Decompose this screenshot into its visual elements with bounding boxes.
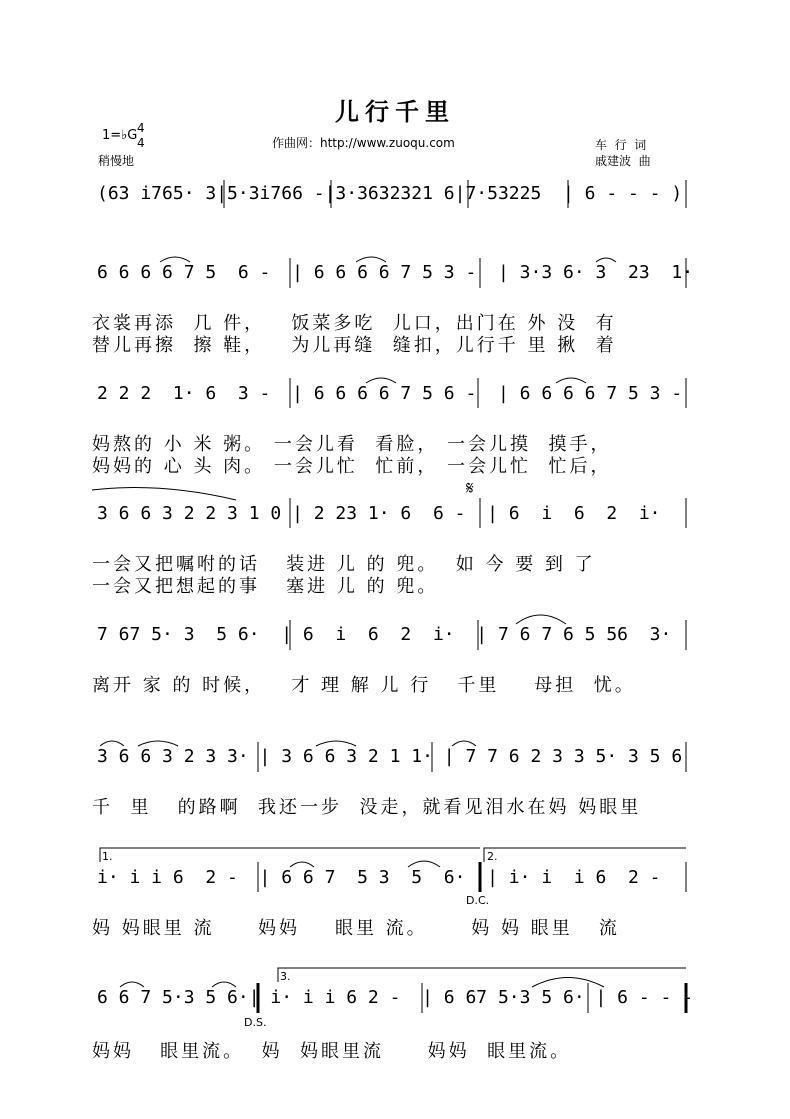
volta-1-label: 1. [102,850,113,863]
lyricist-credit: 车 行 词 [595,138,647,152]
slur [290,862,314,867]
volta-1-bracket [100,848,480,862]
key-label: 1=♭G [102,128,138,143]
system-7-notes: i· i i 6 2 - | 6 6 7 5 3 5 6· | i· i i 6 2 - [97,867,661,888]
slur [366,378,396,383]
system-5-notes: 7 67 5· 3 5 6· | 6 i 6 2 i· | 7 6 7 6 5 56 3· [97,624,672,645]
system-8-notes: 6 6 7 5·3 5 6·| i· i i 6 2 - | 6 67 5·3 5 6· | 6 - - - [97,987,694,1008]
system-3-lyrics-1: 妈熬的 小 米 粥。 一会儿看 看脸， 一会儿摸 摸手， [92,434,612,455]
slur [356,257,386,262]
system-2-lyrics-2: 替儿再擦 擦 鞋， 为儿再缝 缝扣，儿行千 里 揪 着 [92,335,617,356]
system-3-lyrics-2: 妈妈的 心 头 肉。 一会儿忙 忙前， 一会儿忙 忙后， [92,456,612,477]
slur [596,258,616,262]
slur [100,741,124,746]
tempo-marking: 稍慢地 [98,154,135,168]
slur [532,978,604,988]
source-line: 作曲网：http://www.zuoqu.com [272,136,455,150]
ds-mark: D.S. [244,1016,267,1029]
volta-3-bracket [278,968,686,982]
slur [516,615,566,624]
slur [138,741,178,746]
system-4-lyrics-1: 一会又把嘱咐的话 装进 儿 的 兜。 如 今 要 到 了 [92,554,596,575]
composer-credit: 戚建波 曲 [595,154,651,168]
slur [556,378,586,383]
volta-2-bracket [484,848,686,862]
system-2-lyrics-1: 衣裳再添 几 件， 饭菜多吃 儿口，出门在 外 没 有 [92,313,617,334]
slur [120,982,144,987]
song-title: 儿行千里 [335,97,455,126]
slur [452,741,476,746]
system-1-notes: (63 i765· 3|5·3i766 -|3·3632321 6|7·53225 | 6 - - - ) [97,183,683,204]
time-sig-top: 4 [137,121,145,135]
slur [160,257,190,262]
system-5-lyrics-1: 离开 家 的 时候， 才 理 解 儿 行 千里 母担 忧。 [92,675,636,696]
volta-2-label: 2. [487,850,498,863]
system-3-notes: 2 2 2 1· 6 3 - | 6 6 6 6 7 5 6 - | 6 6 6 6 7 5 3 - [97,383,683,404]
system-4-notes: 3 6 6 3 2 2 3 1 0 | 2 23 1· 6 6 - | 6 i 6 2 i· [97,503,661,524]
system-6-notes: 3 6 6 3 2 3 3· | 3 6 6 3 2 1 1· | 7 7 6 2 3 3 5· 3 5 6 [97,746,683,767]
slur-long [92,488,236,500]
system-8-lyrics-1: 妈妈 眼里流。 妈 妈眼里流 妈妈 眼里流。 [92,1041,572,1062]
volta-3-label: 3. [280,970,291,983]
dc-mark: D.C. [466,894,490,907]
time-sig-bottom: 4 [137,136,145,150]
segno-sign: 𝄋 [466,478,474,499]
system-4-lyrics-2: 一会又把想起的事 塞进 儿 的 兜。 [92,576,439,597]
slur [408,861,440,867]
system-6-lyrics-1: 千 里 的路啊 我还一步 没走，就看见泪水在妈 妈眼里 [92,797,642,818]
slur [316,741,356,746]
system-2-notes: 6 6 6 6 7 5 6 - | 6 6 6 6 7 5 3 - | 3·3 6· 3 23 1· [97,262,694,283]
slur [212,982,236,987]
system-7-lyrics-1: 妈 妈眼里 流 妈妈 眼里 流。 妈 妈 眼里 流 [92,918,620,939]
